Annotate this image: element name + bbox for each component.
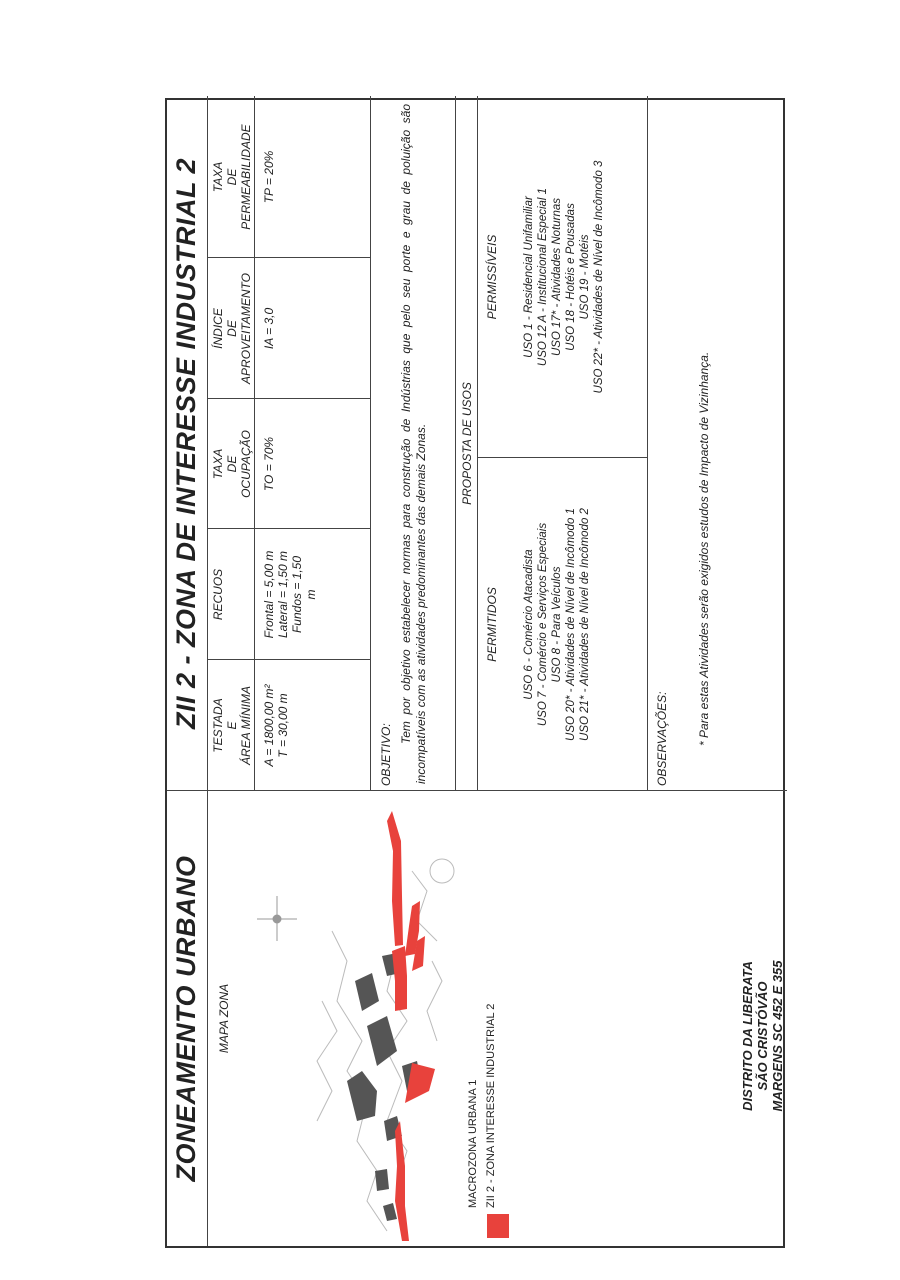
permitido-item: USO 21* - Atividades de Nível de Incômodo 2 [579,508,591,741]
district-line-2: SÃO CRISTÓVÃO [755,981,770,1091]
permitido-item: USO 20* - Atividades de Nível de Incômodo 1 [565,508,577,741]
header-recuos: RECUOS [211,568,225,621]
right-title: ZII 2 - ZONA DE INTERESSE INDUSTRIAL 2 [171,157,201,730]
header-rule [254,96,255,791]
zoning-sheet [165,98,785,1248]
permissivel-item: USO 22* - Atividades de Nível de Incômodo 3 [593,160,605,394]
legend-macro-label: MACROZONA URBANA 1 [467,1079,479,1208]
value-ocupacao: TO = 70% [262,436,276,492]
left-title-rule [207,791,208,1246]
permitido-item: USO 6 - Comércio Atacadista [523,549,535,700]
permissiveis-title: PERMISSÍVEIS [485,234,499,320]
left-title: ZONEAMENTO URBANO [171,855,201,1182]
right-title-rule [207,96,208,791]
permissivel-item: USO 17* - Atividades Noturnas [551,197,563,357]
permissivel-item: USO 18 - Hotéis e Pousadas [565,203,577,351]
permitidos-list [522,458,592,791]
header-aproveitamento: ÍNDICE DE APROVEITAMENTO [211,273,253,384]
observacoes-text: * Para estas Atividades serão exigidos estudos de Impacto de Vizinhança. [697,351,711,746]
district-line-3: MARGENS SC 452 E 355 [770,960,785,1112]
permitido-item: USO 7 - Comércio e Serviços Especiais [537,522,549,727]
zone-map [237,796,487,1241]
permissivel-item: USO 1 - Residencial Unifamiliar [523,196,535,358]
legend-zone-label: ZII 2 - ZONA INTERESSE INDUSTRIAL 2 [485,1003,497,1208]
proposta-rule [477,96,478,791]
district-line-1: DISTRITO DA LIBERATA [740,961,755,1111]
legend-zone-swatch [487,1214,509,1238]
objetivo-rule [455,96,456,791]
usos-bottom-rule [647,96,648,791]
district-info [740,906,785,1166]
objetivo-text: Tem por objetivo estabelecer normas para construção de Indústrias que pelo seu porte e grau de poluição são incompatíveis com as atividades predominantes das demais Zonas. [399,104,428,784]
table-bottom-rule [370,96,371,791]
value-permeabilidade: TP = 20% [262,150,276,204]
permissiveis-list [522,96,606,458]
observacoes-label: OBSERVAÇÕES: [655,691,669,786]
proposta-title: PROPOSTA DE USOS [460,382,474,505]
permissivel-item: USO 19 - Motéis [579,234,591,320]
map-title: MAPA ZONA [217,983,231,1054]
permissivel-item: USO 12 A - Institucional Especial 1 [537,187,549,367]
value-testada: A = 1800,00 m² T = 30,00 m [262,684,290,767]
header-testada: TESTADA E ÁREA MÍNIMA [211,686,253,765]
objetivo-label: OBJETIVO: [379,723,393,786]
permitidos-title: PERMITIDOS [485,587,499,662]
permitido-item: USO 8 - Para Veículos [551,566,563,683]
header-ocupacao: TAXA DE OCUPAÇÃO [211,430,253,498]
value-aproveitamento: IA = 3,0 [262,307,276,350]
header-permeabilidade: TAXA DE PERMEABILIDADE [211,124,253,230]
value-recuos: Frontal = 5,00 m Lateral = 1,50 m Fundos = 1,50 m [262,550,318,639]
